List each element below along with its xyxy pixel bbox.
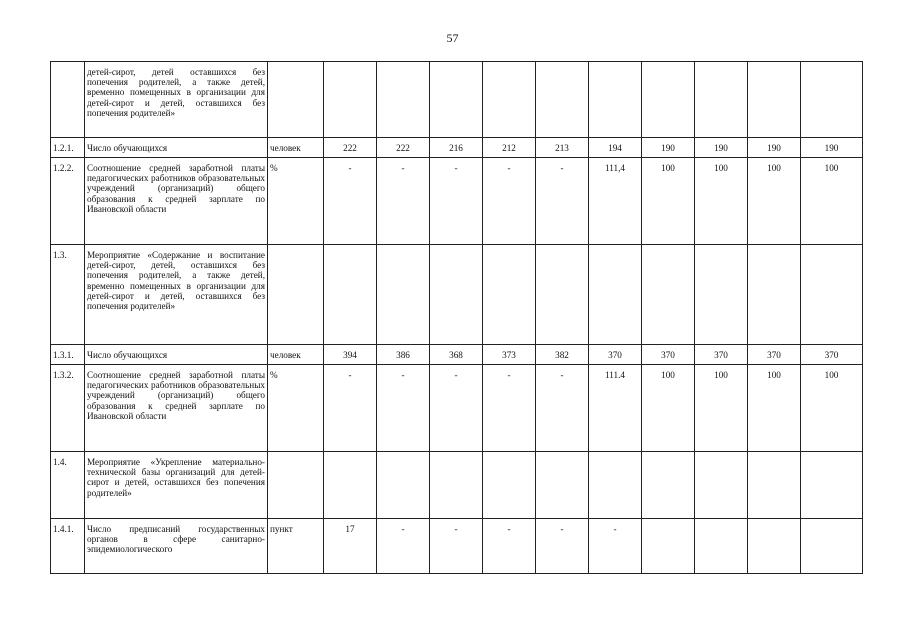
value-cell: 212	[483, 138, 536, 158]
value-cell	[483, 62, 536, 138]
indicators-table	[50, 61, 863, 574]
value-cell	[536, 62, 589, 138]
row-number-cell: 1.4.1.	[51, 519, 85, 574]
value-cell: -	[430, 365, 483, 452]
value-cell	[377, 62, 430, 138]
row-description-cell: Соотношение средней заработной платы педагогических работников образовательных учреждений (организаций) общего образования к средней зарплате по Ивановской области	[85, 158, 268, 245]
value-cell	[695, 245, 748, 345]
table-row	[51, 365, 863, 452]
row-number-cell: 1.3.1.	[51, 345, 85, 365]
row-number-cell	[51, 62, 85, 138]
value-cell: 370	[589, 345, 642, 365]
value-cell	[695, 452, 748, 519]
value-cell: 368	[430, 345, 483, 365]
value-cell: 222	[324, 138, 377, 158]
value-cell: 190	[801, 138, 863, 158]
value-cell: -	[377, 158, 430, 245]
value-cell: 111.4	[589, 365, 642, 452]
value-cell: 100	[801, 365, 863, 452]
row-unit-cell: человек	[268, 345, 324, 365]
value-cell	[748, 62, 801, 138]
value-cell	[536, 245, 589, 345]
value-cell: 213	[536, 138, 589, 158]
row-unit-cell: человек	[268, 138, 324, 158]
value-cell: -	[324, 365, 377, 452]
value-cell: 100	[748, 365, 801, 452]
row-unit-cell: %	[268, 158, 324, 245]
value-cell	[748, 245, 801, 345]
value-cell: 190	[695, 138, 748, 158]
value-cell: 194	[589, 138, 642, 158]
value-cell: 100	[695, 158, 748, 245]
value-cell: 370	[642, 345, 695, 365]
value-cell	[589, 452, 642, 519]
value-cell: 100	[642, 158, 695, 245]
value-cell: -	[430, 158, 483, 245]
value-cell	[801, 245, 863, 345]
table-row	[51, 345, 863, 365]
value-cell: 190	[642, 138, 695, 158]
value-cell: -	[377, 365, 430, 452]
value-cell: 370	[695, 345, 748, 365]
table-row	[51, 452, 863, 519]
value-cell	[589, 245, 642, 345]
table-row	[51, 158, 863, 245]
table-row	[51, 138, 863, 158]
value-cell	[801, 519, 863, 574]
value-cell	[430, 452, 483, 519]
value-cell	[483, 245, 536, 345]
value-cell	[642, 62, 695, 138]
row-description-cell: Мероприятие «Содержание и воспитание детей-сирот, детей, оставшихся без попечения родителей, а также детей, временно помещенных в организации для детей-сирот и детей, оставшихся без попечения родителей»	[85, 245, 268, 345]
value-cell: 382	[536, 345, 589, 365]
row-unit-cell: %	[268, 365, 324, 452]
value-cell: -	[324, 158, 377, 245]
value-cell	[748, 519, 801, 574]
value-cell	[324, 452, 377, 519]
value-cell: 394	[324, 345, 377, 365]
value-cell	[801, 62, 863, 138]
table-row	[51, 62, 863, 138]
value-cell	[536, 452, 589, 519]
row-description-cell: детей-сирот, детей оставшихся без попечения родителей, а также детей, временно помещенных в организации для детей-сирот и детей, оставшихся без попечения родителей»	[85, 62, 268, 138]
row-number-cell: 1.2.2.	[51, 158, 85, 245]
value-cell	[589, 62, 642, 138]
value-cell: 100	[748, 158, 801, 245]
row-unit-cell	[268, 452, 324, 519]
value-cell: 17	[324, 519, 377, 574]
row-description-cell: Число обучающихся	[85, 138, 268, 158]
value-cell	[377, 452, 430, 519]
value-cell: 386	[377, 345, 430, 365]
value-cell	[695, 62, 748, 138]
value-cell: 100	[642, 365, 695, 452]
row-number-cell: 1.4.	[51, 452, 85, 519]
row-unit-cell	[268, 245, 324, 345]
value-cell	[642, 452, 695, 519]
value-cell	[377, 245, 430, 345]
row-description-cell: Мероприятие «Укрепление материально-технической базы организаций для детей-сирот и детей, оставшихся без попечения родителей»	[85, 452, 268, 519]
value-cell: 370	[748, 345, 801, 365]
value-cell: 216	[430, 138, 483, 158]
value-cell	[430, 62, 483, 138]
value-cell: 373	[483, 345, 536, 365]
page-number: 57	[446, 31, 459, 45]
row-description-cell: Число обучающихся	[85, 345, 268, 365]
value-cell	[695, 519, 748, 574]
value-cell: -	[536, 519, 589, 574]
value-cell	[483, 452, 536, 519]
value-cell: 111,4	[589, 158, 642, 245]
value-cell: -	[589, 519, 642, 574]
value-cell: -	[483, 158, 536, 245]
value-cell: -	[536, 365, 589, 452]
value-cell	[324, 245, 377, 345]
row-description-cell: Соотношение средней заработной платы педагогических работников образовательных учреждений (организаций) общего образования к средней зарплате по Ивановской области	[85, 365, 268, 452]
row-description-cell: Число предписаний государственных органов в сфере санитарно-эпидемиологического	[85, 519, 268, 574]
value-cell	[642, 245, 695, 345]
value-cell: -	[377, 519, 430, 574]
table-row	[51, 245, 863, 345]
table-row	[51, 519, 863, 574]
value-cell: 190	[748, 138, 801, 158]
value-cell	[642, 519, 695, 574]
value-cell: -	[536, 158, 589, 245]
row-unit-cell	[268, 62, 324, 138]
value-cell: 100	[801, 158, 863, 245]
value-cell	[801, 452, 863, 519]
row-unit-cell: пункт	[268, 519, 324, 574]
value-cell: 370	[801, 345, 863, 365]
value-cell: -	[430, 519, 483, 574]
row-number-cell: 1.3.2.	[51, 365, 85, 452]
row-number-cell: 1.2.1.	[51, 138, 85, 158]
value-cell: -	[483, 365, 536, 452]
value-cell: 100	[695, 365, 748, 452]
value-cell: -	[483, 519, 536, 574]
value-cell: 222	[377, 138, 430, 158]
row-number-cell: 1.3.	[51, 245, 85, 345]
value-cell	[430, 245, 483, 345]
value-cell	[748, 452, 801, 519]
value-cell	[324, 62, 377, 138]
